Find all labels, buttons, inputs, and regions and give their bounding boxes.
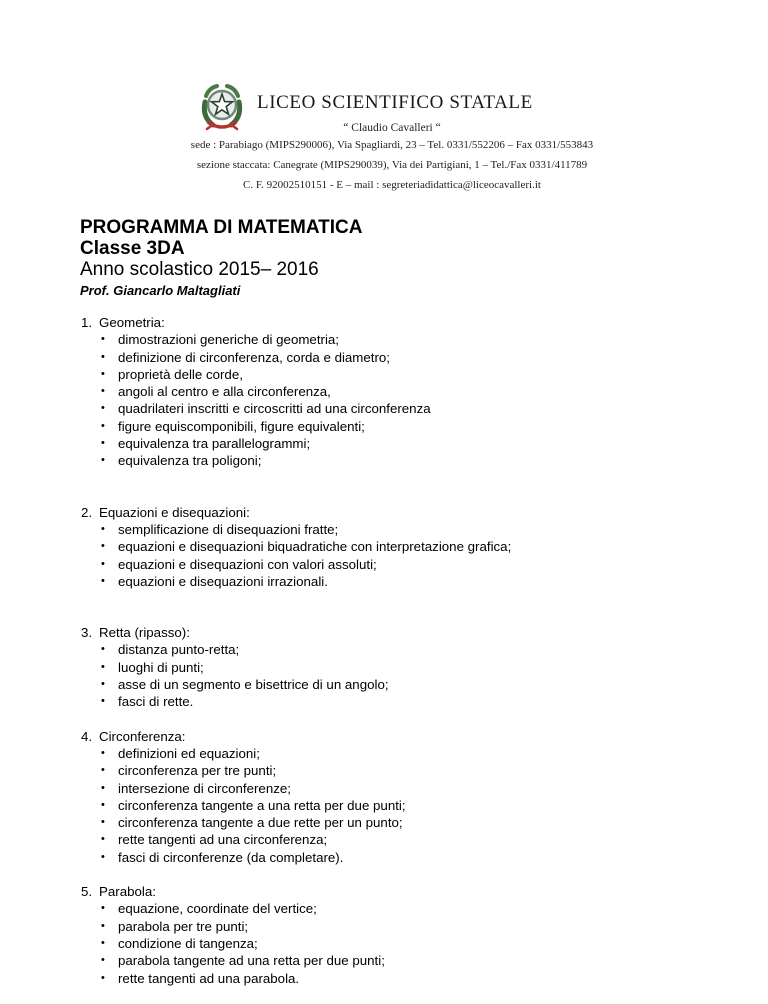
bullet-icon: • [101, 746, 105, 759]
list-item: • circonferenza tangente a una retta per due punti; [101, 797, 406, 813]
bullet-icon: • [101, 954, 105, 967]
list-item: • dimostrazioni generiche di geometria; [101, 332, 339, 348]
bullet-icon: • [101, 816, 105, 829]
section-parabola [81, 883, 721, 987]
bullet-icon: • [101, 695, 105, 708]
program-list [81, 314, 721, 1004]
main-site-address: sede : Parabiago (MIPS290006), Via Spagliardi, 23 – Tel. 0331/552206 – Fax 0331/553843 [190, 139, 594, 151]
section-retta [81, 624, 721, 710]
section-title: Circonferenza: [99, 728, 186, 744]
school-year: Anno scolastico 2015– 2016 [80, 259, 319, 280]
bullet-icon: • [101, 936, 105, 949]
section-number: 4. [81, 728, 93, 744]
bullet-icon: • [101, 522, 105, 535]
list-item: • figure equiscomponibili, figure equivalenti; [101, 418, 365, 434]
section-title: Parabola: [99, 884, 156, 900]
section-circonferenza [81, 728, 721, 866]
bullet-icon: • [101, 574, 105, 587]
list-item: • circonferenza tangente a due rette per un punto; [101, 815, 403, 831]
section-geometria [81, 314, 721, 470]
section-heading [81, 728, 721, 745]
section-number: 1. [81, 315, 93, 330]
list-item: • quadrilateri inscritti e circoscritti ad una circonferenza [101, 401, 431, 417]
section-heading [81, 504, 721, 521]
bullet-icon: • [101, 402, 105, 415]
document-titles [80, 217, 363, 300]
bullet-icon: • [101, 367, 105, 380]
list-item: • intersezione di circonferenze; [101, 780, 291, 796]
list-item: • rette tangenti ad una parabola. [101, 970, 300, 986]
list-item: • angoli al centro e alla circonferenza, [101, 384, 331, 400]
bullet-icon: • [101, 850, 105, 863]
class-label: Classe 3DA [80, 238, 185, 259]
bullet-icon: • [101, 454, 105, 467]
school-name: LICEO SCIENTIFICO STATALE [257, 92, 533, 113]
section-heading [81, 314, 721, 331]
fiscal-code-email: C. F. 92002510151 - E – mail : segreteriadidattica@liceocavalleri.it [243, 179, 541, 191]
section-heading [81, 883, 721, 900]
bullet-icon: • [101, 678, 105, 691]
list-item: • proprietà delle corde, [101, 366, 243, 382]
section-number: 5. [81, 884, 93, 900]
bullet-icon: • [101, 419, 105, 432]
school-dedication: “ Claudio Cavalleri “ [343, 122, 441, 134]
bullet-icon: • [101, 919, 105, 932]
teacher-name: Prof. Giancarlo Maltagliati [80, 283, 241, 298]
bullet-icon: • [101, 902, 105, 915]
list-item: • condizione di tangenza; [101, 935, 258, 951]
section-number: 3. [81, 625, 93, 641]
section-title: Equazioni e disequazioni: [99, 504, 250, 520]
bullet-icon: • [101, 798, 105, 811]
list-item: • equazioni e disequazioni irrazionali. [101, 573, 328, 589]
section-heading [81, 624, 721, 641]
list-item: • equivalenza tra parallelogrammi; [101, 436, 311, 452]
bullet-icon: • [101, 833, 105, 846]
list-item: • equazioni e disequazioni biquadratiche con interpretazione grafica; [101, 539, 512, 555]
section-title: Retta (ripasso): [99, 625, 190, 641]
bullet-icon: • [101, 971, 105, 984]
bullet-icon: • [101, 540, 105, 553]
bullet-icon: • [101, 437, 105, 450]
bullet-icon: • [101, 660, 105, 673]
list-item: • parabola tangente ad una retta per due punti; [101, 953, 385, 969]
bullet-icon: • [101, 350, 105, 363]
bullet-icon: • [101, 781, 105, 794]
list-item: • rette tangenti ad una circonferenza; [101, 832, 328, 848]
list-item: • fasci di rette. [101, 694, 194, 710]
page-title: PROGRAMMA DI MATEMATICA [80, 217, 363, 238]
bullet-icon: • [101, 764, 105, 777]
list-item: • definizioni ed equazioni; [101, 745, 260, 761]
section-number: 2. [81, 504, 93, 520]
section-title: Geometria: [99, 315, 165, 330]
list-item: • distanza punto-retta; [101, 642, 240, 658]
list-item: • equazioni e disequazioni con valori assoluti; [101, 556, 377, 572]
list-item: • equazione, coordinate del vertice; [101, 901, 317, 917]
list-item: • asse di un segmento e bisettrice di un angolo; [101, 677, 389, 693]
list-item: • fasci di circonferenze (da completare). [101, 849, 344, 865]
bullet-icon: • [101, 643, 105, 656]
list-item: • circonferenza per tre punti; [101, 763, 277, 779]
bullet-icon: • [101, 557, 105, 570]
branch-site-address: sezione staccata: Canegrate (MIPS290039), Via dei Partigiani, 1 – Tel./Fax 0331/411789 [196, 159, 588, 171]
list-item: • definizione di circonferenza, corda e diametro; [101, 349, 390, 365]
list-item: • luoghi di punti; [101, 659, 204, 675]
section-equazioni [81, 504, 721, 590]
list-item: • parabola per tre punti; [101, 918, 249, 934]
bullet-icon: • [101, 385, 105, 398]
bullet-icon: • [101, 333, 105, 346]
list-item: • equivalenza tra poligoni; [101, 453, 262, 469]
list-item: • semplificazione di disequazioni fratte; [101, 521, 339, 537]
